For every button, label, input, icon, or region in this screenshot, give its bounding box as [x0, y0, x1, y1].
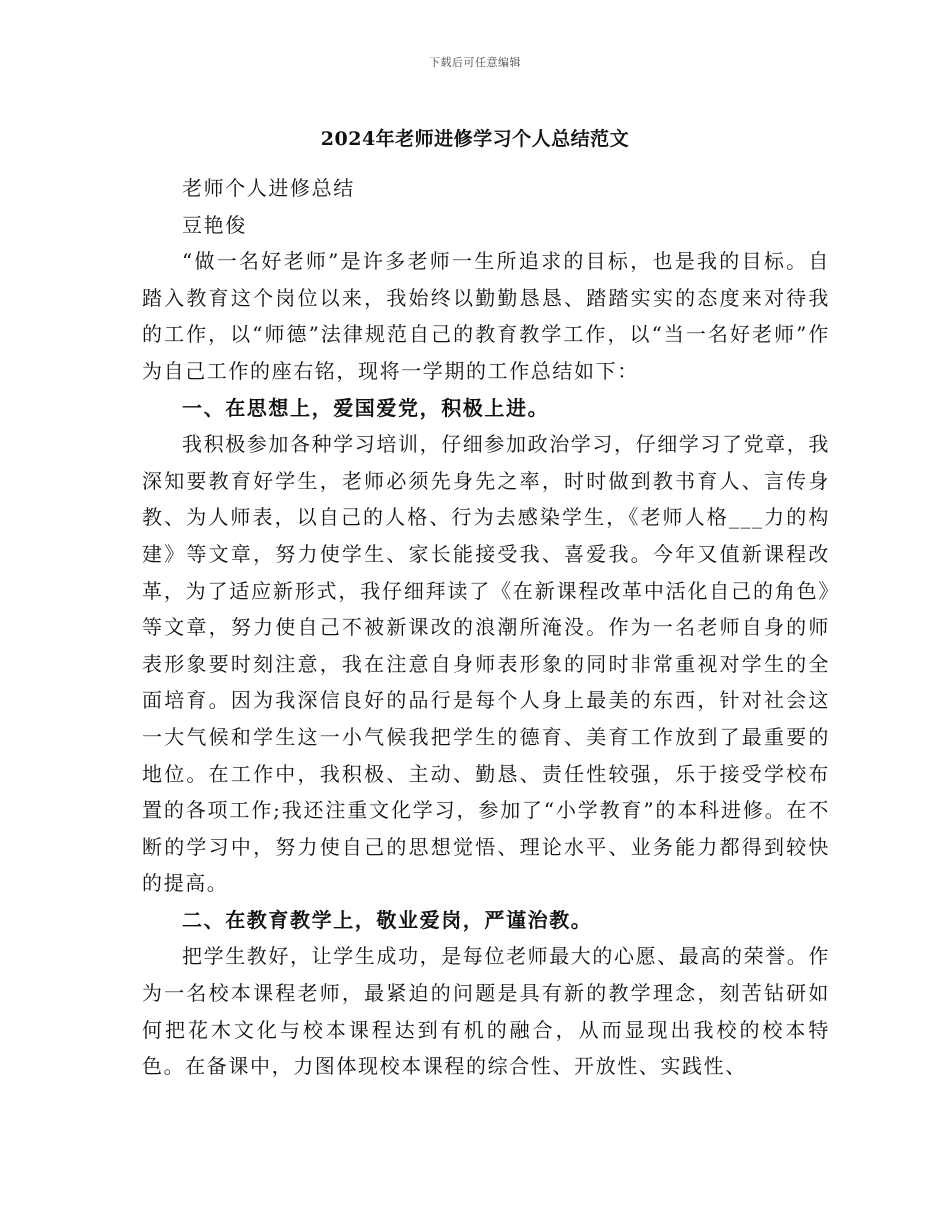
- document-title: 2024年老师进修学习个人总结范文: [320, 128, 630, 150]
- header-note: 下载后可任意编辑: [429, 56, 521, 69]
- paragraph-intro: “做一名好老师”是许多老师一生所追求的目标，也是我的目标。自踏入教育这个岗位以来，我始终以勤勤恳恳、踏踏实实的态度来对待我的工作，以“师德”法律规范自己的教育教学工作，以“当一名好老师”作为自己工作的座右铭，现将一学期的工作总结如下：: [142, 249, 830, 383]
- section-heading-2: 二、在教育教学上，敬业爱岗，严谨治教。: [182, 907, 593, 932]
- document-subtitle: 老师个人进修总结: [182, 176, 355, 200]
- paragraph-section-2: 把学生教好，让学生成功，是每位老师最大的心愿、最高的荣誉。作为一名校本课程老师，最紧迫的问题是具有新的教学理念，刻苦钻研如何把花木文化与校本课程达到有机的融合，从而显现出我校的校本特色。在备课中，力图体现校本课程的综合性、开放性、实践性、: [142, 944, 830, 1079]
- document-author: 豆艳俊: [182, 212, 247, 237]
- section-heading-1: 一、在思想上，爱国爱党，积极上进。: [182, 395, 550, 420]
- document-body: [142, 170, 830, 1085]
- paragraph-section-1: 我积极参加各种学习培训，仔细参加政治学习，仔细学习了党章，我深知要教育好学生，老师必须先身先之率，时时做到教书育人、言传身教、为人师表，以自己的人格、行为去感染学生，《老师人格___力的构建》等文章，努力使学生、家长能接受我、喜爱我。今年又值新课程改革，为了适应新形式，我仔细拜读了《在新课程改革中活化自己的角色》等文章，努力使自己不被新课改的浪潮所淹没。作为一名老师自身的师表形象要时刻注意，我在注意自身师表形象的同时非常重视对学生的全面培育。因为我深信良好的品行是每个人身上最美的东西，针对社会这一大气候和学生这一小气候我把学生的德育、美育工作放到了最重要的地位。在工作中，我积极、主动、勤恳、责任性较强，乐于接受学校布置的各项工作;我还注重文化学习，参加了“小学教育”的本科进修。在不断的学习中，努力使自己的思想觉悟、理论水平、业务能力都得到较快的提高。: [142, 432, 830, 896]
